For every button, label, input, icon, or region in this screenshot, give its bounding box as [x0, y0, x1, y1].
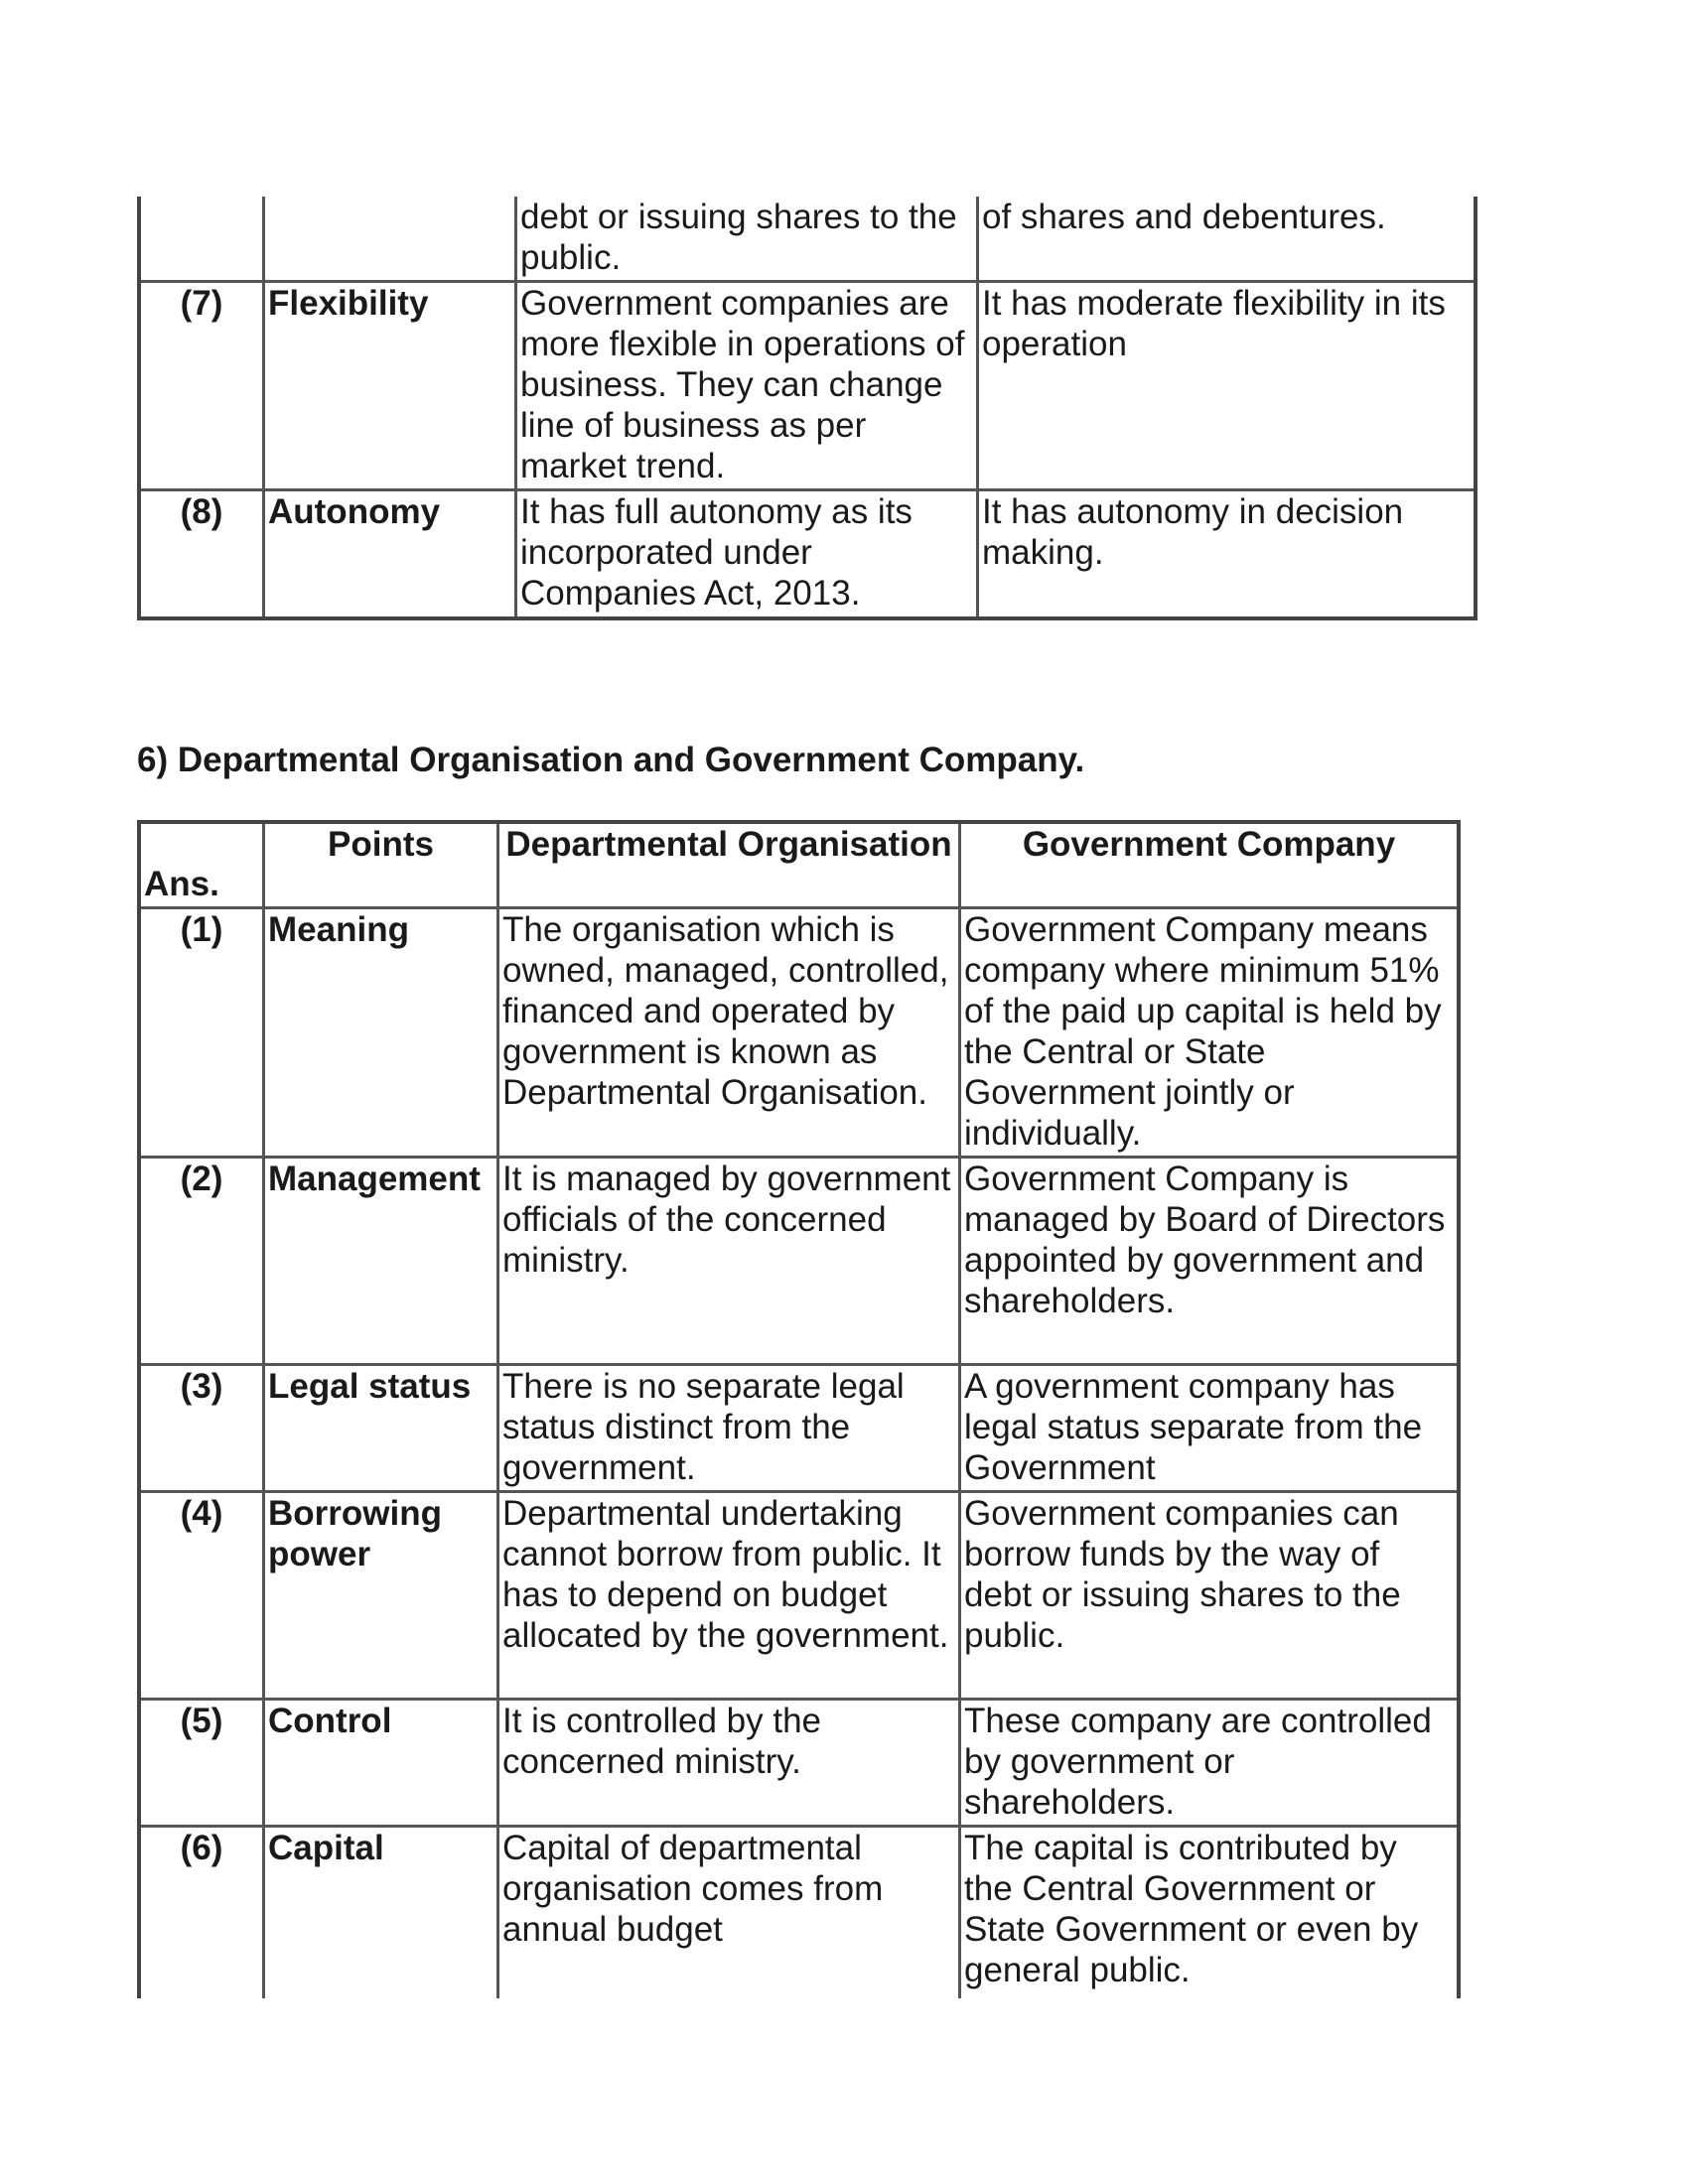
col1-cell: Capital of departmental organisation comes from annual budget — [499, 1828, 961, 1998]
col2-cell: The capital is contributed by the Central Government or State Government or even by general public. — [964, 1829, 1419, 1989]
col1-cell: It is controlled by the concerned ministry. — [499, 1701, 961, 1828]
col1-cell: The organisation which is owned, managed, controlled, financed and operated by government is known as Departmental Organisation. — [499, 909, 961, 1159]
row-number: (7) — [141, 283, 265, 491]
header-departmental-organisation: Departmental Organisation — [499, 824, 961, 909]
point-label: Management — [265, 1159, 499, 1366]
point-label: Control — [265, 1701, 499, 1828]
col1-cell: Departmental undertaking cannot borrow from public. It has to depend on budget allocated by the government. — [499, 1493, 961, 1701]
comparison-table-continued — [137, 197, 1477, 620]
row-number: (3) — [141, 1366, 265, 1493]
section-heading: 6) Departmental Organisation and Government Company. — [137, 741, 1085, 779]
table-row — [141, 197, 1474, 283]
point-label: Autonomy — [265, 491, 517, 616]
row-number: (8) — [141, 491, 265, 616]
table-row — [141, 1366, 1457, 1493]
point-label — [265, 197, 517, 283]
row-number: (4) — [141, 1493, 265, 1701]
table-row — [141, 1828, 1457, 1998]
header-government-company: Government Company — [961, 824, 1457, 909]
table-row — [141, 1701, 1457, 1828]
row-number: (5) — [141, 1701, 265, 1828]
col2-cell: of shares and debentures. — [979, 197, 1474, 283]
table-row — [141, 491, 1474, 616]
col2-cell: Government companies can borrow funds by the way of debt or issuing shares to the public. — [961, 1493, 1457, 1701]
header-ans: Ans. — [141, 824, 265, 909]
table-row — [141, 1159, 1457, 1366]
col1-cell: Government companies are more flexible in operations of business. They can change line of business as per market trend. — [517, 283, 979, 491]
header-points: Points — [265, 824, 499, 909]
col2-cell: It has moderate flexibility in its operation — [979, 283, 1474, 491]
table-row — [141, 283, 1474, 491]
col2-cell: Government Company is managed by Board of Directors appointed by government and shareholders. — [961, 1159, 1457, 1366]
table-row — [141, 1493, 1457, 1701]
row-number — [141, 197, 265, 283]
point-label: Meaning — [265, 909, 499, 1159]
comparison-table — [137, 820, 1461, 1998]
row-number: (6) — [141, 1828, 265, 1998]
row-number: (1) — [141, 909, 265, 1159]
point-label: Flexibility — [265, 283, 517, 491]
col2-cell: A government company has legal status separate from the Government — [961, 1366, 1457, 1493]
col1-cell: debt or issuing shares to the public. — [517, 197, 979, 283]
point-label: Capital — [265, 1828, 499, 1998]
col1-cell: It is managed by government officials of the concerned ministry. — [499, 1159, 961, 1366]
col1-cell: There is no separate legal status distinct from the government. — [499, 1366, 961, 1493]
col2-cell: These company are controlled by government or shareholders. — [961, 1701, 1457, 1828]
point-label: Legal status — [265, 1366, 499, 1493]
col1-cell: It has full autonomy as its incorporated under Companies Act, 2013. — [517, 491, 979, 616]
table-header-row — [141, 824, 1457, 909]
point-label: Borrowing power — [265, 1493, 499, 1701]
table-row — [141, 909, 1457, 1159]
col2-cell: It has autonomy in decision making. — [982, 492, 1404, 572]
row-number: (2) — [141, 1159, 265, 1366]
col2-cell: Government Company means company where minimum 51% of the paid up capital is held by the Central or State Government jointly or individually. — [961, 909, 1457, 1159]
